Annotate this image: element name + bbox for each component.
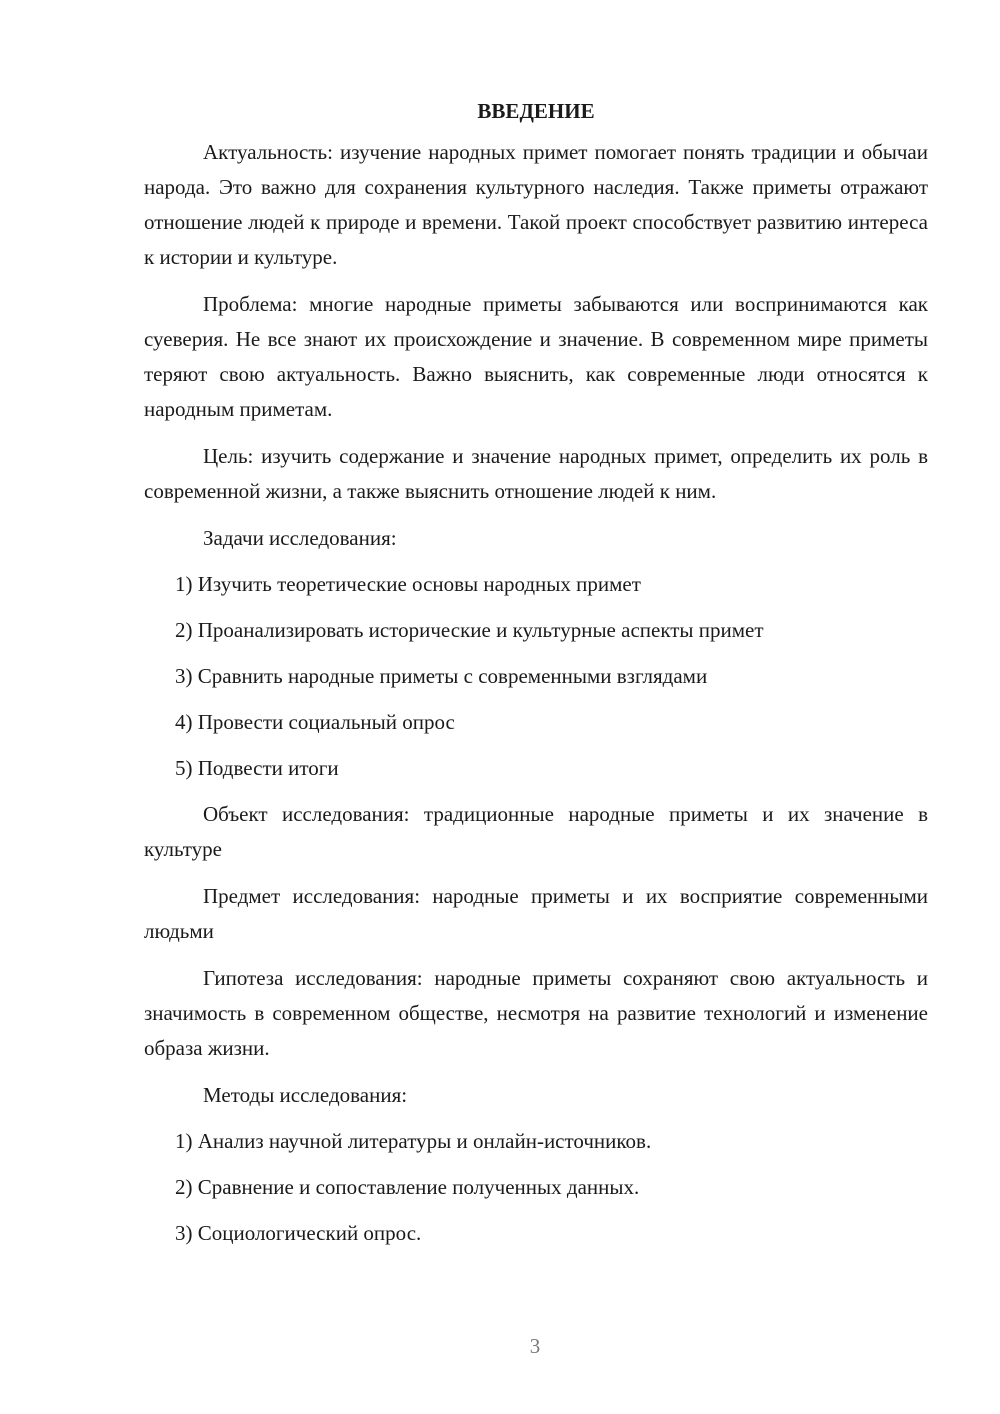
list-item: 5) Подвести итоги xyxy=(175,756,339,780)
relevance-paragraph: Актуальность: изучение народных примет помогает понять традиции и обычаи народа. Это важно для сохранения культурного наследия. Также приметы отражают отношение людей к природе и времени. Такой проект способствует развитию интереса к истории и культуре. xyxy=(144,140,928,269)
tasks-list xyxy=(144,567,928,786)
list-item: 3) Сравнить народные приметы с современными взглядами xyxy=(175,664,708,688)
subject-paragraph: Предмет исследования: народные приметы и их восприятие современными людьми xyxy=(144,884,928,943)
hypothesis-paragraph: Гипотеза исследования: народные приметы сохраняют свою актуальность и значимость в современном обществе, несмотря на развитие технологий и изменение образа жизни. xyxy=(144,966,928,1060)
list-item: 4) Провести социальный опрос xyxy=(175,710,455,734)
methods-list xyxy=(144,1124,928,1251)
tasks-heading: Задачи исследования: xyxy=(203,526,397,550)
object-paragraph: Объект исследования: традиционные народные приметы и их значение в культуре xyxy=(144,802,928,861)
list-item: 3) Социологический опрос. xyxy=(175,1221,422,1245)
problem-paragraph: Проблема: многие народные приметы забываются или воспринимаются как суеверия. Не все знают их происхождение и значение. В современном мире приметы теряют свою актуальность. Важно выяснить, как современные люди относятся к народным приметам. xyxy=(144,292,928,421)
goal-paragraph: Цель: изучить содержание и значение народных примет, определить их роль в современной жизни, а также выяснить отношение людей к ним. xyxy=(144,444,928,503)
list-item: 1) Анализ научной литературы и онлайн-источников. xyxy=(175,1129,652,1153)
list-item: 2) Проанализировать исторические и культурные аспекты примет xyxy=(175,618,764,642)
page-content xyxy=(144,94,928,1262)
page-number: 3 xyxy=(529,1334,541,1358)
list-item: 2) Сравнение и сопоставление полученных данных. xyxy=(175,1175,640,1199)
methods-heading: Методы исследования: xyxy=(203,1083,408,1107)
list-item: 1) Изучить теоретические основы народных примет xyxy=(175,572,641,596)
page-title: ВВЕДЕНИЕ xyxy=(477,99,595,123)
